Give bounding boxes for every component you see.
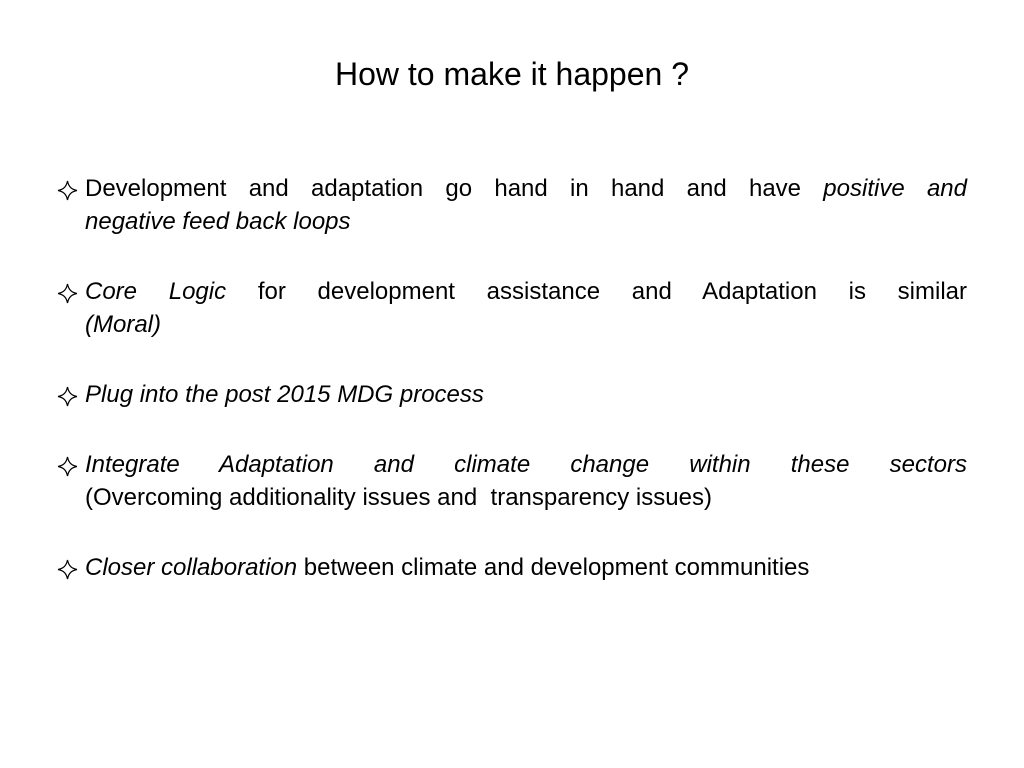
italic-text-segment: positive and: [823, 175, 967, 202]
italic-text-segment: Core Logic: [85, 278, 227, 305]
bullet-item: [57, 551, 967, 584]
text-segment: (Overcoming additionality issues and transparency issues): [85, 484, 712, 511]
text-segment: between climate and development communities: [297, 554, 810, 581]
text-line: [85, 378, 967, 411]
text-segment: Development and adaptation go hand in hand and have: [85, 175, 824, 202]
slide-title: How to make it happen ?: [335, 56, 689, 92]
four-pointed-star-icon: [57, 386, 78, 407]
bullet-item: [57, 172, 967, 238]
bullet-list: [57, 172, 967, 621]
italic-text-segment: negative feed back loops: [85, 208, 351, 235]
bullet-item: [57, 275, 967, 341]
text-line: [85, 275, 967, 308]
text-line: [85, 448, 967, 481]
text-line: [85, 551, 967, 584]
bullet-item: [57, 378, 967, 411]
four-pointed-star-icon: [57, 456, 78, 477]
italic-text-segment: Plug into the post 2015 MDG process: [85, 381, 484, 408]
four-pointed-star-icon: [57, 559, 78, 580]
four-pointed-star-icon: [57, 283, 78, 304]
text-line: [85, 205, 967, 238]
text-segment: for development assistance and Adaptation is similar: [226, 278, 968, 305]
bullet-item: [57, 448, 967, 514]
text-line: [85, 172, 967, 205]
text-line: [85, 308, 967, 341]
text-line: [85, 481, 967, 514]
italic-text-segment: (Moral): [85, 311, 161, 338]
italic-text-segment: Closer collaboration: [85, 554, 298, 581]
italic-text-segment: Integrate Adaptation and climate change within these sectors: [85, 451, 967, 478]
four-pointed-star-icon: [57, 180, 78, 201]
